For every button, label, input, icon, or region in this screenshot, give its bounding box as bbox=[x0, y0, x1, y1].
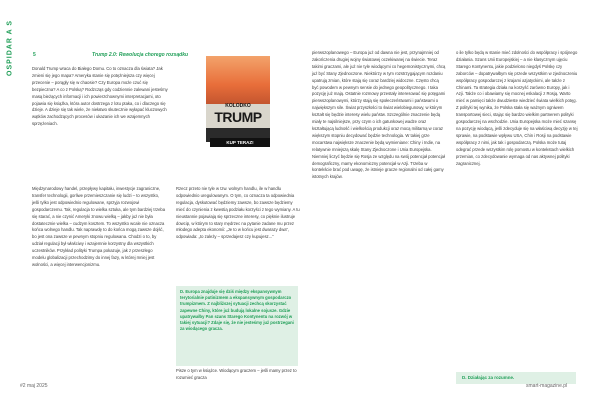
body-column-3: pierwszoplanowego – Europa już od dawna nie jest, przynajmniej od zakończenia drugiej wojny światowej oczekiwanej na świecie. Teraz takimi graczami, ale już nie tyle wiodącymi co hegemonistycznymi, chcą już być Stany Zjednoczone. Niektórzy w tym rozstrzygającym rozdaniu upatrują zmian, które stają się coraz bardziej widoczne. Często chcą być powodem w pewnym sensie do jednego geopolitycznego. I taka pozycję już mają. Ostatnie rozmowy przestały interesować się potęgami pierwszoplanowymi, którzy stają się społeczeństwami i państwami o największym sile. Świat przyszłości to świat wielobiegunowy, w którym kształt się będzie interesy wielu państw. Szczególnie znaczenie będą miały te najsilniejsze, przy czym o ich gatunkowej wadze oraz kształtującą ludność i wielkością produkcji oraz mocą militarną w coraz większym stopniu decydować będzie technologia. W takiej grze mocarstwa największe znaczenie będą wymieniane: Chiny i Indie, na relatywnie mniejszą skalę Stany Zjednoczone i Unia Europejska. Niemniej liczyć będzie się Rosja ze względu na swój potencjał potencjał demograficzny, mamy ekonomiczny potencjał w Azji. Trzeba w kontekście brać pod uwagę, że istnieje gracze regionalni od całej gamy istotnych krajów. bbox=[312, 50, 446, 180]
sidebar-label: OSPIDAR A S bbox=[6, 20, 14, 76]
body-column-1: Międzynarodowy handel, przepływy kapitału, inwestycje zagraniczne, transfer technologii, gorliwe przemieszczanie się ludzi – to wszystko, jeśli tylko jest odpowiednio regulowane, sprzyja rozwojowi gospodarczemu. Tak, regulacja to wielka sztuka, ale tym bardziej trzeba się starać, a nie czynić Ameryki znowu wielką – jakby już nie była dostatecznie wielka – cudzym kosztem. To wszystko wcale nie oznacza końca wolnego handlu. Tak naprawdę to do końca mogą zawsze dojść, bo jest ona zawsze w pewnym stopniu regulowana. Chodzi o to, by udział regulacji był właściwy i wzajemnie korzystny dla wszystkich uczestników. Przykład polityki Trumpa pokazuje, jak z przeszłego modelu globalizacji przechodzimy do innej fazy, w której mniej jest wolności, a więcej interwencjonizmu. bbox=[32, 186, 166, 267]
sidebar bbox=[0, 0, 20, 402]
article-number: 5 bbox=[33, 52, 36, 58]
article-title: Trump 2.0: Rewolucja chorego rozsądku bbox=[92, 52, 189, 58]
body-column-2-continued: Pisze o tym w książce. Wiodącym graczem – jeśli mamy przez to rozumieć gracza bbox=[176, 368, 297, 380]
body-column-4: o ile tylko będą w stanie mieć zdolności do współpracy i spójnego działania. Szans Unii Europejskiej – a nie klasycznym ujęciu Starego Kontynentu, jakie podzielono niegdyś Polskę czy zaborców – dopatrywałbym się przede wszystkim w zjednoczeniu współpracy gospodarczej z krajami azjatyckimi, ale także z Chinami. Ta strategia działa na korzyść zarówno Europy, jak i Azji. Także co i obawiamy się mocnej eskalacji z Rosją. Warto mieć w pamięci także dwudzieste wiedzieć świata wielkich potęg. Z polityki tej wynika, że Polska stała się ważnym ogniwem transportowej sieci, stając się bardzo wielkim partnerem polityki gospodarczej na wschodzie. Unia Europejska może mieć szansę na pozycję wiodącą, jeśli zdecyduje się na właściwą decyzję w tej sprawie, na podstawie wpływu USA, Chin i Rosji na podstawie współpracy z nimi, jak tak i gospodarczą. Polska może tutaj odegrać przede wszystkim rolę pomostu w kontekstach wielkich przemian, co zdecydowanie wymaga od nas aktywnej polityki zagranicznej. bbox=[456, 50, 578, 166]
interview-question: D. Europa znajduje się dziś między ekspansywnym terytorialnie putinizmem a ekspansywnym gospodarczo trumpizmem. Z najbliższej sytuacji zechcą skorzystać zapewne Chiny, które już budują lokalne sojusze. Gdzie upatrywałby Pan szans Starego Kontynentu na rozwój w takiej sytuacji? Zdaje się, że nie jesteśmy już postrzegani za wiodącego gracza. bbox=[180, 289, 294, 332]
issue-label: #2 maj 2025 bbox=[20, 383, 48, 389]
article-lead: Donald Trump wraca do Białego Domu. Co to oznacza dla świata? Jak zmieni się jego mapa? Ameryka stanie się potężniejsza czy więcej przecenie – porągły się w chaosie? Czy Europa może czuć się bezpieczna? A co z Polską? Rodzcząs gdy codziennie zalewani jesteśmy masą bieżących informacji i ich powierzchownymi interpretacjami, oto pojawia się książka, która autor dostrzega z lotu ptaka, co i dlaczego się dzieje. A dzieje się tak wiele, że niełatwo skutecznie wyłapać kluczowych wątków zachodzących procesów i ukazanie ich we wzajemnych sprzężeniach. bbox=[32, 66, 168, 127]
book-author: KOLODKO bbox=[225, 103, 251, 109]
body-column-2: Rzecz przeto nie tyle w tzw. wolnym handlu, ile w handlu odpowiednio uregulowanym. O tym, co oznacza ta odpowiednia regulacja, dyskutować będziemy zawsze, bo zawsze będziemy mieć do czynienia z kwestią podziału korzyści z tego wymiany. A tu nieustannie pojawiają się sprzeczne interesy, co pięknie ilustruje dowcip, w którym to stary mędrzec na pytanie zadane mu przez młodego adepta ekonomii: „Je to w końcu jest dwarazy dwa”, odpowiada: „to zależy – sprzedajesz czy kupujesz...” bbox=[176, 186, 300, 240]
site-url[interactable]: smart-magazine.pl bbox=[526, 383, 568, 389]
book-portrait bbox=[206, 56, 270, 104]
book-title: TRUMP bbox=[214, 109, 262, 125]
interview-question-callout bbox=[176, 286, 298, 366]
interview-question-2: D. Działając za rozumne. bbox=[462, 375, 515, 380]
buy-now-button[interactable]: KUP TERAZ! bbox=[210, 138, 270, 147]
book-cover[interactable] bbox=[206, 56, 270, 142]
